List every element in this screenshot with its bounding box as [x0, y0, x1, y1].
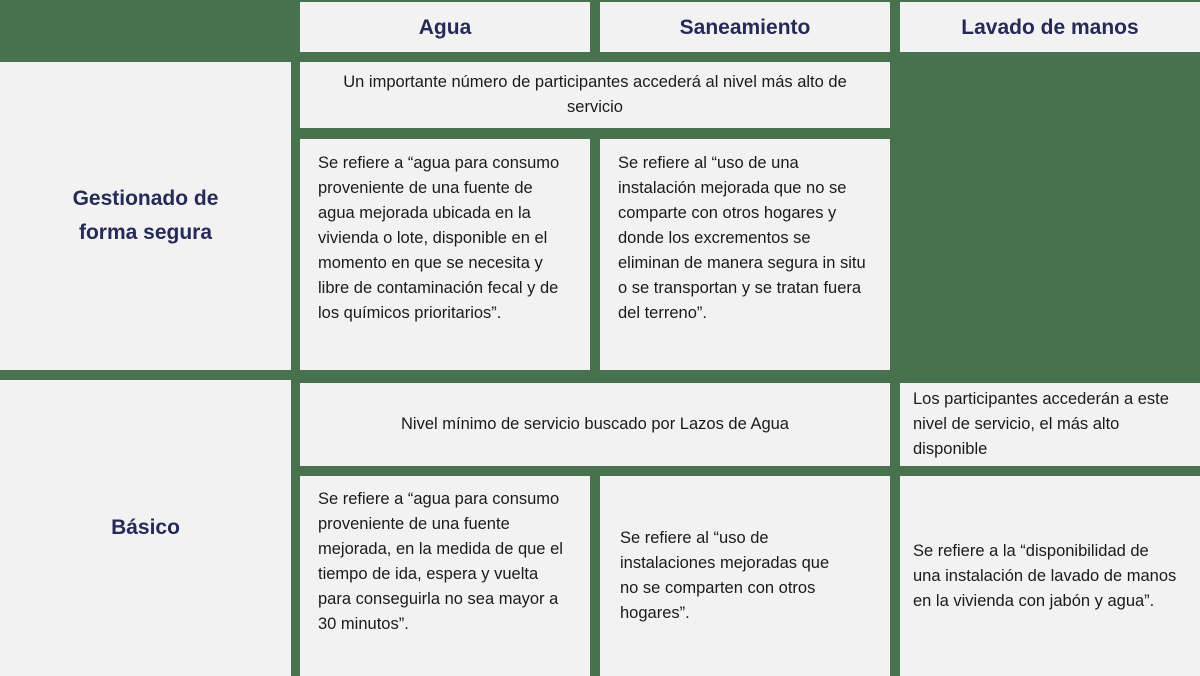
header-saneamiento	[600, 2, 890, 52]
header-saneamiento-label: Saneamiento	[679, 15, 811, 39]
cell-gestionado-saneamiento-text: Se refiere al “uso de una instalación mejorada que no se comparte con otros hogares y donde los excrementos se eliminan de manera segura in situ o se transportan y se tratan fuera del terreno”.	[618, 154, 866, 322]
row-label-basico	[0, 380, 291, 676]
cell-basico-saneamiento	[600, 476, 890, 676]
header-agua-label: Agua	[418, 15, 472, 39]
row-label-gestionado-line1: Gestionado de	[72, 187, 219, 210]
cell-basico-saneamiento-text: Se refiere al “uso de instalaciones mejoradas que no se comparten con otros hogares”.	[620, 529, 830, 622]
header-agua	[300, 2, 590, 52]
cell-basico-lavado-note-text: Los participantes accederán a este nivel de servicio, el más alto disponible	[913, 390, 1169, 458]
header-lavado-de-manos	[900, 2, 1200, 52]
merged-note-gestionado-text: Un importante número de participantes accederá al nivel más alto de servicio	[343, 73, 847, 116]
row-label-gestionado	[0, 62, 291, 370]
cell-basico-agua-text: Se refiere a “agua para consumo proveniente de una fuente mejorada, en la medida de que el tiempo de ida, espera y vuelta para conseguirla no sea mayor a 30 minutos”.	[318, 490, 563, 633]
cell-gestionado-agua	[300, 139, 590, 370]
merged-note-gestionado	[300, 62, 890, 128]
cell-gestionado-agua-text: Se refiere a “agua para consumo proveniente de una fuente de agua mejorada ubicada en la vivienda o lote, disponible en el momento en que se necesita y libre de contaminación fecal y de los químicos prioritarios”.	[318, 154, 560, 322]
merged-note-basico-text: Nivel mínimo de servicio buscado por Lazos de Agua	[401, 415, 789, 433]
cell-basico-lavado-note	[900, 383, 1200, 466]
merged-note-basico	[300, 383, 890, 466]
cell-basico-lavado-text: Se refiere a la “disponibilidad de una instalación de lavado de manos en la vivienda con jabón y agua”.	[913, 541, 1177, 610]
row-label-basico-text: Básico	[111, 516, 180, 539]
cell-gestionado-saneamiento	[600, 139, 890, 370]
cell-basico-agua	[300, 476, 590, 676]
header-lavado-label: Lavado de manos	[961, 15, 1139, 39]
row-label-gestionado-line2: forma segura	[78, 221, 213, 244]
cell-basico-lavado	[900, 476, 1200, 676]
